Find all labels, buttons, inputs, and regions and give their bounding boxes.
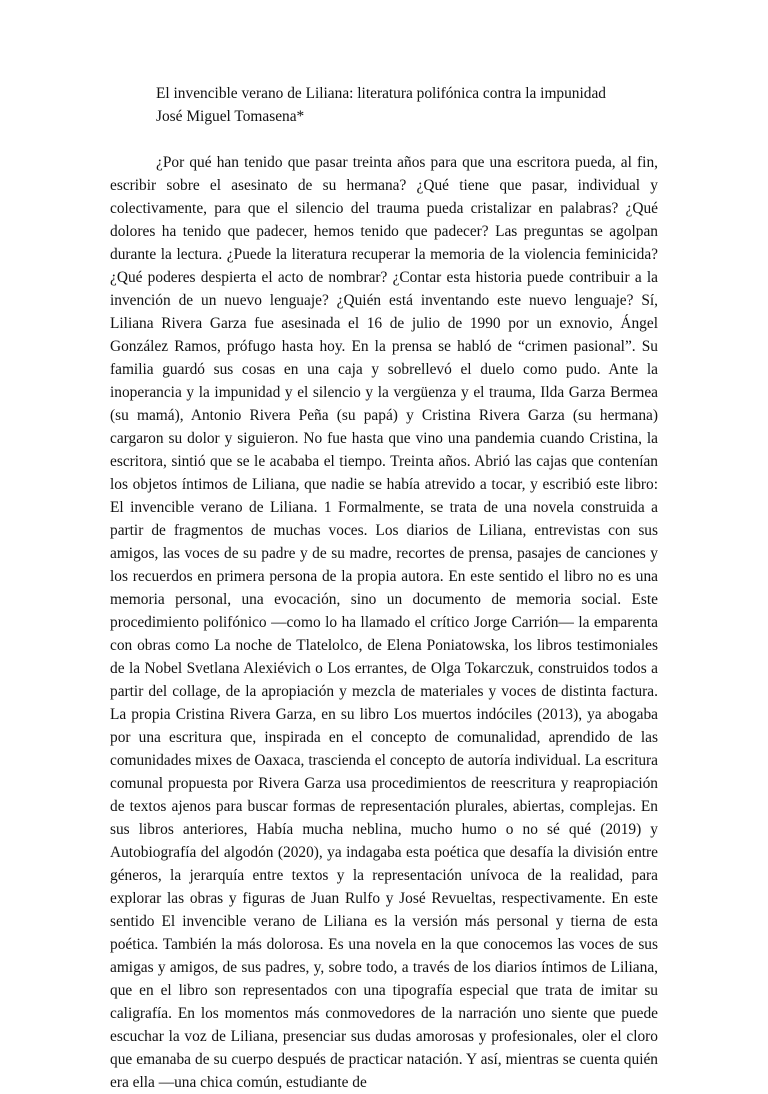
document-page <box>110 82 658 1094</box>
document-title: El invencible verano de Liliana: literatura polifónica contra la impunidad <box>156 85 607 102</box>
header-spacer <box>110 128 658 151</box>
document-author: José Miguel Tomasena* <box>156 108 305 125</box>
body-paragraph: ¿Por qué han tenido que pasar treinta años para que una escritora pueda, al fin, escribir sobre el asesinato de su hermana? ¿Qué tiene que pasar, individual y colectivamente, para que el silencio del trauma pueda cristalizar en palabras? ¿Qué dolores ha tenido que padecer, hemos tenido que padecer? Las preguntas se agolpan durante la lectura. ¿Puede la literatura recuperar la memoria de la violencia feminicida? ¿Qué poderes despierta el acto de nombrar? ¿Contar esta historia puede contribuir a la invención de un nuevo lenguaje? ¿Quién está inventando este nuevo lenguaje? Sí, Liliana Rivera Garza fue asesinada el 16 de julio de 1990 por un exnovio, Ángel González Ramos, prófugo hasta hoy. En la prensa se habló de “crimen pasional”. Su familia guardó sus cosas en una caja y sobrellevó el duelo como pudo. Ante la inoperancia y la impunidad y el silencio y la vergüenza y el trauma, Ilda Garza Bermea (su mamá), Antonio Rivera Peña (su papá) y Cristina Rivera Garza (su hermana) cargaron su dolor y siguieron. No fue hasta que vino una pandemia cuando Cristina, la escritora, sintió que se le acababa el tiempo. Treinta años. Abrió las cajas que contenían los objetos íntimos de Liliana, que nadie se había atrevido a tocar, y escribió este libro: El invencible verano de Liliana. 1 Formalmente, se trata de una novela construida a partir de fragmentos de muchas voces. Los diarios de Liliana, entrevistas con sus amigos, las voces de su padre y de su madre, recortes de prensa, pasajes de canciones y los recuerdos en primera persona de la propia autora. En este sentido el libro no es una memoria personal, una evocación, sino un documento de memoria social. Este procedimiento polifónico —como lo ha llamado el crítico Jorge Carrión— la emparenta con obras como La noche de Tlatelolco, de Elena Poniatowska, los libros testimoniales de la Nobel Svetlana Alexiévich o Los errantes, de Olga Tokarczuk, construidos todos a partir del collage, de la apropiación y mezcla de materiales y voces de distinta factura. La propia Cristina Rivera Garza, en su libro Los muertos indóciles (2013), ya abogaba por una escritura que, inspirada en el concepto de comunalidad, aprendido de las comunidades mixes de Oaxaca, trascienda el concepto de autoría individual. La escritura comunal propuesta por Rivera Garza usa procedimientos de reescritura y reapropiación de textos ajenos para buscar formas de representación plurales, abiertas, complejas. En sus libros anteriores, Había mucha neblina, mucho humo o no sé qué (2019) y Autobiografía del algodón (2020), ya indagaba esta poética que desafía la división entre géneros, la jerarquía entre textos y la representación unívoca de la realidad, para explorar las obras y figuras de Juan Rulfo y José Revueltas, respectivamente. En este sentido El invencible verano de Liliana es la versión más personal y tierna de esta poética. También la más dolorosa. Es una novela en la que conocemos las voces de sus amigas y amigos, de sus padres, y, sobre todo, a través de los diarios íntimos de Liliana, que en el libro son representados con una tipografía especial que trata de imitar su caligrafía. En los momentos más conmovedores de la narración uno siente que puede escuchar la voz de Liliana, presenciar sus dudas amorosas y profesionales, oler el cloro que emanaba de su cuerpo después de practicar natación. Y así, mientras se cuenta quién era ella —una chica común, estudiante de <box>110 154 658 1091</box>
